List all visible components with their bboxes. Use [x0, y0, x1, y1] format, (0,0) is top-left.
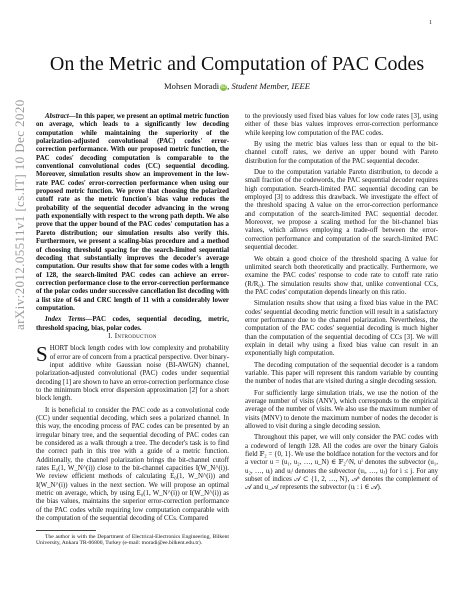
body-paragraph: Simulation results show that using a fixed bias value in the PAC codes' sequential decoding metric function will result in a satisfactory error performance due to the channel polarization. Nevertheless, the computation of the PAC codes' sequential decoding is much higher than the computation of the sequential decoding of CCs [3]. We will explain in detail why using a fixed bias value can result in an exponentially high computation.: [245, 300, 438, 358]
page-number: 1: [429, 20, 432, 26]
abstract: [36, 113, 229, 313]
body-paragraph: For sufficiently large simulation trials, we use the notion of the average number of visits (ANV), which corresponds to the empirical average of the number of visits. We also use the maximum number of visits (MNV) to denote the maximum number of nodes the decoder is allowed to visit during a single decoding session.: [245, 389, 438, 431]
body-paragraph: to the previously used fixed bias values for low code rates [3], using either of these bias values improves error-correction performance while keeping low computation of the PAC codes.: [245, 113, 438, 137]
author-role: , Student Member, IEEE: [227, 81, 310, 91]
body-paragraph: Throughout this paper, we will only consider the PAC codes with a codeword of length 128. All the codes are over the binary Galois field 𝔽₂ = {0, 1}. We use the boldface notation for the vectors and for a vector u = (u₁, u₂, …, u_N) ∈ 𝔽₂^N, uⁱ denotes the subvector (u₁, u₂, …, uᵢ) and uᵢʲ denotes the subvector (uᵢ, …, uⱼ) for i ≤ j. For any subset of indices 𝒜 ⊂ {1, 2, …, N}, 𝒜ᶜ denotes the complement of 𝒜 and u_𝒜 represents the subvector (uᵢ : i ∈ 𝒜).: [245, 434, 438, 492]
orcid-icon[interactable]: iD: [221, 84, 227, 90]
left-column: [36, 113, 229, 547]
intro-first-word: HORT: [49, 345, 68, 353]
footnote-rule: [36, 530, 96, 531]
author-footnote: The author is with the Department of Electrical-Electronics Engineering, Bilkent University, Ankara TR-06800, Turkey (e-mail: moradi@ee.bilkent.edu.tr).: [36, 533, 229, 547]
drop-cap: S: [36, 342, 48, 367]
right-column: [245, 113, 438, 493]
arxiv-identifier: arXiv:2012.05511v1 [cs.IT] 10 Dec 2020: [12, 99, 27, 330]
abstract-text: —In this paper, we present an optimal metric function on average, which leads to a significantly low decoding computation while maintaining the superiority of the polarization-adjusted convolutional (PAC) codes' error-correction performance. With our proposed metric function, the PAC codes' decoding computation is comparable to the conventional convolutional codes (CC) sequential decoding. Moreover, simulation results show an improvement in the low-rate PAC codes' error-correction performance when using our proposed metric function. We prove that choosing the polarized cutoff rate as the metric function's bias value reduces the probability of the sequential decoder advancing in the wrong path exponentially with respect to the wrong path depth. We also prove that the upper bound of the PAC codes' computation has a Pareto distribution; our simulation results also verify this. Furthermore, we present a scaling-bias procedure and a method of choosing threshold spacing for the search-limited sequential decoding that substantially improves the decoder's average computation. Our results show that for some codes with a length of 128, the search-limited PAC codes can achieve an error-correction performance close to the error-correction performance of the polar codes under successive cancellation list decoding with a list size of 64 and CRC length of 11 with a considerably lower computation.: [36, 113, 229, 312]
author-line: [0, 81, 474, 92]
paper-title: On the Metric and Computation of PAC Codes: [49, 53, 425, 75]
body-paragraph: By using the metric bias values less than or equal to the bit-channel cutoff rates, we derive an upper bound with Pareto distribution for the computation of the PAC sequential decoder.: [245, 141, 438, 165]
body-paragraph: We obtain a good choice of the threshold spacing Δ value for unlimited search both theoretically and practically. Furthermore, we examine the PAC codes' response to code rate to cutoff rate ratio (R/R₀). The simulation results show that, unlike conventional CCs, the PAC codes' computation depends linearly on this ratio.: [245, 255, 438, 296]
body-paragraph: Due to the computation variable Pareto distribution, to decode a small fraction of the codewords, the PAC sequential decoder requires high computation. Search-limited PAC sequential decoding can be employed [3] to address this drawback. We investigate the effect of the threshold spacing Δ value on the error-correction performance and computation of the search-limited PAC sequential decoder. Moreover, we propose a scaling method for the bit-channel bias values, which allows employing a trade-off between the error-correction performance and computation of the search-limited PAC sequential decoder.: [245, 169, 438, 252]
index-terms-text: —PAC codes, sequential decoding, metric, threshold spacing, bias, polar codes.: [36, 316, 229, 332]
index-terms-label: Index Terms: [45, 316, 86, 324]
abstract-label: Abstract: [45, 113, 69, 120]
intro-paragraph-1-text: block length codes with low complexity and probability of error are of concern from a practical perspective. Over binary-input additive white Gaussian noise (BI-AWGN) channel, polarization-adjusted convolutional (PAC) codes under sequential decoding [1] are shown to have an error-correction performance close to the minimum block error dispersion approximation [2] for a short block length.: [36, 345, 229, 403]
body-paragraph: The decoding computation of the sequential decoder is a random variable. This paper will represent this random variable by counting the number of nodes that are visited during a single decoding session.: [245, 361, 438, 386]
section-heading-introduction: I. Introduction: [108, 332, 157, 340]
intro-paragraph-1: [36, 342, 229, 403]
author-name: Mohsen Moradi: [164, 81, 220, 91]
index-terms: [36, 316, 229, 333]
intro-paragraph-2: It is beneficial to consider the PAC code as a convolutional code (CC) under sequential decoding, which sees a polarized channel. In this way, the encoding process of PAC codes can be presented by an irregular binary tree, and the sequential decoding of PAC codes can be considered as a walk through a tree. The decoder's task is to find the correct path in this tree with a guide of a metric function. Additionally, the channel polarization brings the bit-channel cutoff rates E₀(1, W_N^(i)) close to the bit-channel capacities I(W_N^(i)). We review efficient methods of calculating E₀(1, W_N^(i)) and I(W_N^(i)) values in the next section. We will propose an optimal metric on average, which, by using E₀(1, W_N^(i)) or I(W_N^(i)) as the bias values, maintains the superior error-correction performance of the PAC codes while requiring low computation comparable with the computation of the sequential decoding of CCs. Compared: [36, 406, 229, 523]
